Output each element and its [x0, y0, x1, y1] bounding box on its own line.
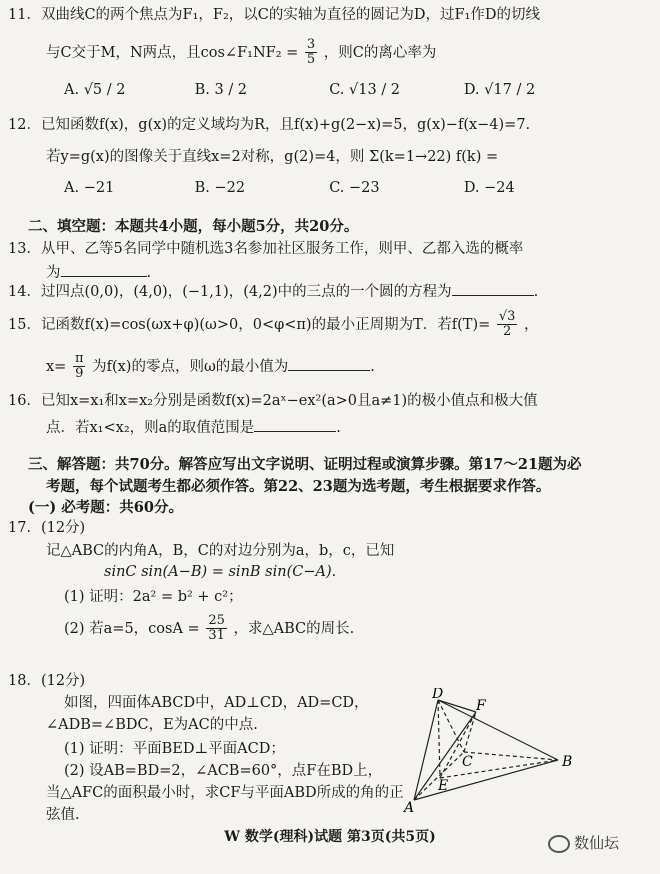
q12-line1: 12．已知函数f(x)，g(x)的定义域均为R，且f(x)+g(2−x)=5，g(x)−f(x−4)=7. [8, 117, 531, 133]
q18-part2b: 当△AFC的面积最小时，求CF与平面ABD所成的角的正 [46, 785, 404, 801]
q11-option-c: C. √13 / 2 [329, 82, 401, 98]
label-f: F [476, 698, 486, 714]
q18-part2a: (2) 设AB=BD=2，∠ACB=60°，点F在BD上， [64, 763, 383, 779]
q12-option-c: C. −23 [329, 180, 380, 196]
wechat-icon [548, 835, 570, 853]
q15-line1: 15．记函数f(x)=cos(ωx+φ)(ω>0，0<φ<π)的最小正周期为T．若f(T)= $\frac{√3}{2}$ ， [8, 309, 539, 340]
q17-line2: sinC sin(A−B) = sinB sin(C−A). [104, 564, 337, 580]
q12-line2: 若y=g(x)的图像关于直线x=2对称，g(2)=4，则 Σ(k=1→22) f(k) = [46, 149, 499, 165]
page-footer: W 数学(理科)试题 第3页(共5页) [224, 829, 436, 845]
q18-line1: 如图，四面体ABCD中，AD⊥CD，AD=CD， [64, 695, 369, 711]
q11-fraction: $\frac{3}{5}$ [306, 37, 316, 68]
q13-line1: 13．从甲、乙等5名同学中随机选3名参加社区服务工作，则甲、乙都入选的概率 [8, 241, 524, 257]
q15-line2: x= $\frac{\pi}{9}$ 为f(x)的零点，则ω的最小值为 . [46, 351, 375, 382]
q15-blank [288, 356, 370, 371]
q11-option-d: D. √17 / 2 [463, 82, 536, 98]
q17-part2: (2) 若a=5，cosA = $\frac{25}{31}$ ，求△ABC的周长. [64, 613, 355, 644]
q11-option-b: B. 3 / 2 [194, 82, 248, 98]
q12-option-d: D. −24 [463, 180, 515, 196]
q12-option-b: B. −22 [194, 180, 246, 196]
q12-option-a: A. −21 [64, 180, 115, 196]
label-c: C [462, 754, 473, 770]
label-d: D [432, 688, 444, 702]
section3-sub: (一) 必考题：共60分。 [28, 499, 183, 516]
q11-option-a: A. √5 / 2 [64, 82, 126, 98]
q18-line2: ∠ADB=∠BDC，E为AC的中点. [46, 717, 258, 733]
watermark: 数仙坛 [548, 832, 619, 853]
q15-fraction-1: $\frac{√3}{2}$ [498, 309, 516, 340]
q18-part1: (1) 证明：平面BED⊥平面ACD； [64, 741, 285, 757]
q16-line1: 16．已知x=x₁和x=x₂分别是函数f(x)=2aˣ−ex²(a>0且a≠1)的极小值点和极大值 [8, 393, 538, 409]
section3-heading-2: 考题，每个试题考生都必须作答。第22、23题为选考题，考生根据要求作答。 [46, 478, 551, 495]
q12-options [64, 180, 515, 196]
q17-fraction: $\frac{25}{31}$ [208, 613, 225, 644]
q15-fraction-2: $\frac{\pi}{9}$ [74, 351, 84, 382]
q11-line1: 11．双曲线C的两个焦点为F₁，F₂，以C的实轴为直径的圆记为D，过F₁作D的切线 [8, 7, 541, 23]
q18-part2c: 弦值. [46, 807, 80, 823]
tetrahedron-figure [400, 688, 590, 818]
q14-line: 14．过四点(0,0)，(4,0)，(−1,1)，(4,2)中的三点的一个圆的方程为 . [8, 281, 538, 301]
q18-title: 18．(12分) [8, 673, 86, 689]
label-a: A [404, 800, 415, 816]
q17-part1: (1) 证明：2a² = b² + c²； [64, 589, 243, 605]
label-e: E [438, 778, 449, 794]
q17-title: 17．(12分) [8, 520, 86, 536]
label-b: B [562, 754, 573, 770]
q16-line2: 点．若x₁<x₂，则a的取值范围是 . [46, 417, 341, 437]
section3-heading-1: 三、解答题：共70分。解答应写出文字说明、证明过程或演算步骤。第17～21题为必 [28, 456, 582, 473]
q13-blank [61, 262, 147, 277]
q11-options [64, 82, 535, 98]
q17-line1: 记△ABC的内角A，B，C的对边分别为a，b，c，已知 [46, 543, 395, 559]
q14-blank [452, 281, 534, 296]
section2-heading: 二、填空题：本题共4小题，每小题5分，共20分。 [28, 218, 359, 235]
q13-line2: 为 . [46, 262, 151, 282]
q11-line2: 与C交于M，N两点，且cos∠F₁NF₂ = $\frac{3}{5}$ ，则C的离心率为 [46, 37, 437, 68]
q16-blank [254, 417, 336, 432]
